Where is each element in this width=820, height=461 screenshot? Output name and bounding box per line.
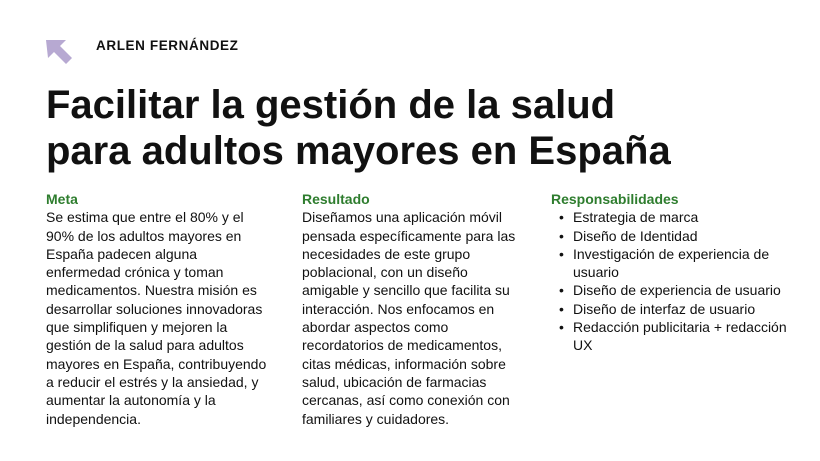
result-heading: Resultado (302, 191, 370, 207)
list-item: • Investigación de experiencia de usuario (551, 245, 809, 282)
arrow-up-left-icon (46, 40, 72, 64)
meta-heading: Meta (46, 191, 78, 207)
result-body: Diseñamos una aplicación móvil pensada específicamente para las necesidades de este grupo poblacional, con un diseño amigable y sencillo que facilita su interacción. Nos enfocamos en abordar aspectos como recordatorios de medicamentos, citas médicas, información sobre salud, ubicación de farmacias cercanas, así como conexión con familiares y cuidadores. (302, 209, 516, 427)
title-line-1: Facilitar la gestión de la salud (46, 83, 616, 127)
responsibilities-list (551, 208, 809, 354)
title-line-2: para adultos mayores en España (46, 129, 671, 173)
responsibilities-heading: Responsabilidades (551, 191, 679, 207)
meta-body: Se estima que entre el 80% y el 90% de los adultos mayores en España padecen alguna enfermedad crónica y toman medicamentos. Nuestra misión es desarrollar soluciones innovadoras que simplifiquen y mejoren la gestión de la salud para adultos mayores en España, contribuyendo a reducir el estrés y la ansiedad, y aumentar la autonomía y la independencia. (46, 209, 267, 427)
list-item: • Diseño de experiencia de usuario (551, 281, 809, 299)
result-section (302, 190, 522, 428)
list-item: • Diseño de Identidad (551, 227, 809, 245)
list-item: • Estrategia de marca (551, 208, 809, 226)
list-item: • Redacción publicitaria + redacción UX (551, 318, 809, 355)
author-name: ARLEN FERNÁNDEZ (96, 38, 239, 53)
responsibilities-section (551, 190, 809, 355)
list-item: • Diseño de interfaz de usuario (551, 300, 809, 318)
meta-section (46, 190, 274, 428)
page-title (46, 82, 816, 174)
